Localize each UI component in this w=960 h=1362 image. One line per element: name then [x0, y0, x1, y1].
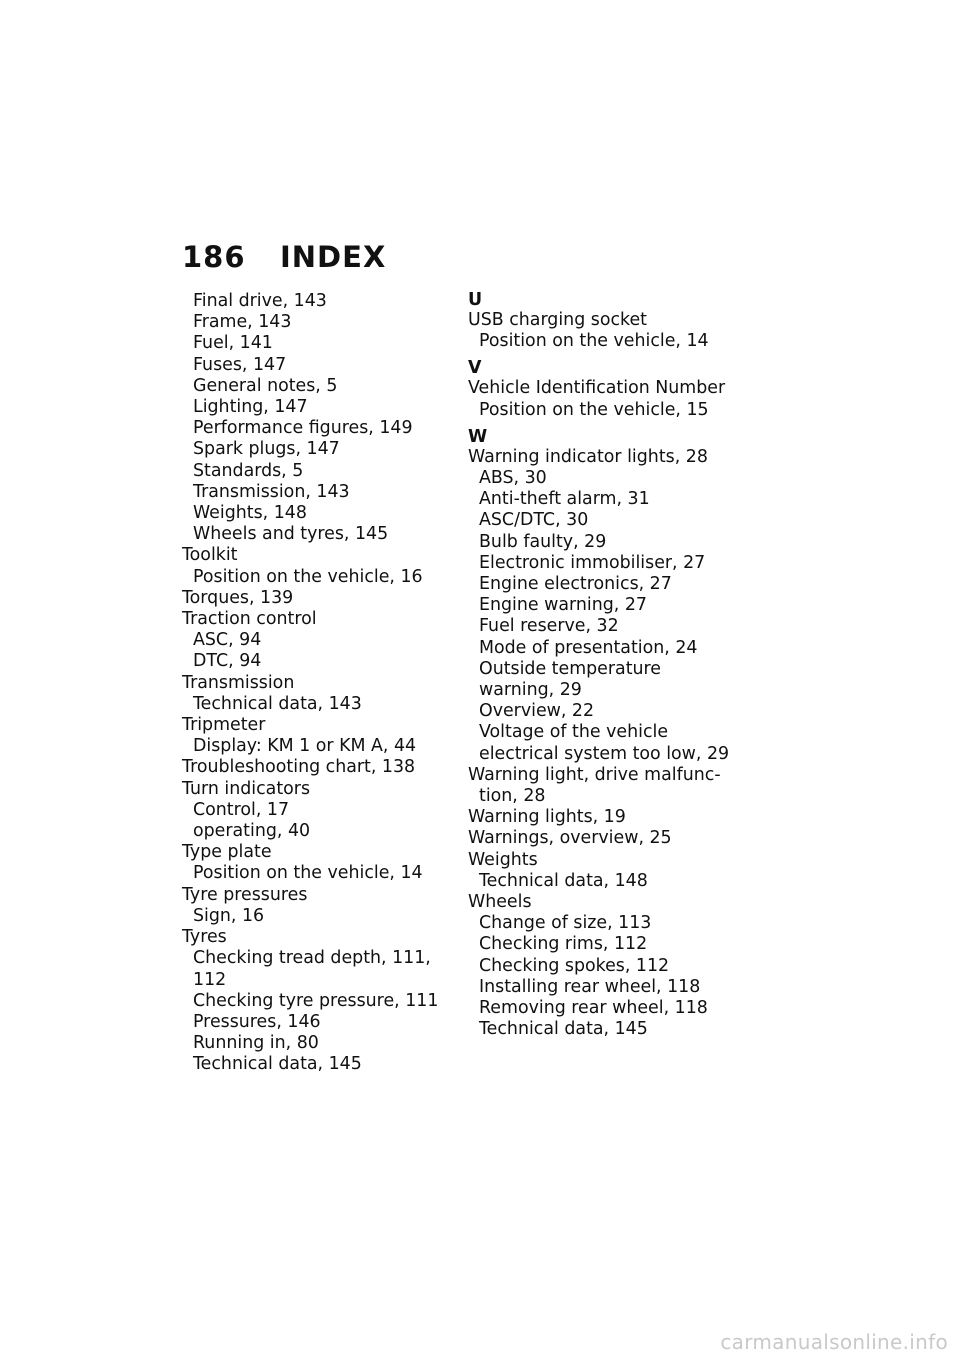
- index-subentry: Fuel reserve, 32: [479, 616, 619, 637]
- index-subentry: 112: [193, 969, 227, 990]
- index-subentry: Fuel, 141: [193, 333, 273, 354]
- index-entry: Vehicle Identification Number: [468, 378, 726, 399]
- index-entry: Warning light, drive malfunc-: [468, 764, 721, 785]
- index-subentry: Anti-theft alarm, 31: [479, 489, 650, 510]
- index-subentry: Overview, 22: [479, 701, 595, 722]
- index-letter-heading: W: [468, 426, 488, 447]
- index-entry: Tyre pressures: [182, 884, 308, 905]
- index-subentry: Technical data, 148: [479, 870, 648, 891]
- index-entry: Toolkit: [182, 545, 238, 566]
- index-entry: Type plate: [182, 842, 272, 863]
- index-subentry: Position on the vehicle, 14: [193, 863, 423, 884]
- index-subentry: Mode of presentation, 24: [479, 637, 698, 658]
- index-entry: Troubleshooting chart, 138: [182, 757, 416, 778]
- index-column-left: [182, 291, 452, 1076]
- index-subentry: Weights, 148: [193, 503, 307, 524]
- index-entry: Turn indicators: [182, 778, 311, 799]
- index-subentry: Frame, 143: [193, 312, 292, 333]
- index-subentry: Performance figures, 149: [193, 418, 413, 439]
- index-subentry: Standards, 5: [193, 460, 304, 481]
- index-subentry: Control, 17: [193, 799, 290, 820]
- index-subentry: Checking tyre pressure, 111: [193, 990, 439, 1011]
- index-entry: Wheels: [468, 892, 532, 913]
- index-subentry: Checking rims, 112: [479, 934, 648, 955]
- index-subentry: Pressures, 146: [193, 1011, 321, 1032]
- index-entry: Tyres: [182, 927, 227, 948]
- index-letter-heading: V: [468, 358, 482, 379]
- index-subentry: Checking tread depth, 111,: [193, 948, 431, 969]
- index-subentry: Display: KM 1 or KM A, 44: [193, 736, 417, 757]
- index-subentry: electrical system too low, 29: [479, 743, 730, 764]
- index-subentry: Transmission, 143: [193, 481, 350, 502]
- index-entry: Tripmeter: [182, 715, 266, 736]
- index-subentry: tion, 28: [479, 786, 546, 807]
- index-subentry: operating, 40: [193, 821, 311, 842]
- index-entry: Torques, 139: [182, 587, 294, 608]
- index-subentry: DTC, 94: [193, 651, 262, 672]
- index-entry: Warnings, overview, 25: [468, 828, 672, 849]
- index-subentry: Checking spokes, 112: [479, 955, 670, 976]
- index-entry: Weights: [468, 849, 538, 870]
- index-subentry: Fuses, 147: [193, 354, 287, 375]
- index-subentry: Outside temperature: [479, 658, 661, 679]
- index-subentry: Engine warning, 27: [479, 595, 647, 616]
- index-subentry: Lighting, 147: [193, 397, 308, 418]
- index-entry: Warning indicator lights, 28: [468, 446, 708, 467]
- index-subentry: ABS, 30: [479, 468, 547, 489]
- index-entry: Transmission: [182, 672, 295, 693]
- index-entry: USB charging socket: [468, 310, 648, 330]
- index-column-right: [468, 290, 748, 1041]
- index-subentry: Sign, 16: [193, 905, 265, 926]
- index-subentry: Technical data, 145: [479, 1019, 648, 1040]
- index-subentry: Final drive, 143: [193, 291, 327, 311]
- index-subentry: Electronic immobiliser, 27: [479, 552, 706, 573]
- index-subentry: Bulb faulty, 29: [479, 531, 607, 552]
- index-subentry: General notes, 5: [193, 375, 338, 396]
- index-subentry: Technical data, 143: [193, 693, 362, 714]
- page-header: [182, 240, 386, 274]
- index-letter-heading: U: [468, 290, 483, 310]
- page-title: INDEX: [280, 240, 387, 274]
- index-subentry: Running in, 80: [193, 1033, 319, 1054]
- index-subentry: Engine electronics, 27: [479, 574, 672, 595]
- index-subentry: Technical data, 145: [193, 1054, 362, 1075]
- index-subentry: Installing rear wheel, 118: [479, 976, 701, 997]
- index-subentry: Position on the vehicle, 15: [479, 399, 709, 420]
- index-subentry: ASC, 94: [193, 630, 262, 651]
- index-subentry: Removing rear wheel, 118: [479, 998, 708, 1019]
- index-subentry: Change of size, 113: [479, 913, 652, 934]
- index-subentry: warning, 29: [479, 680, 582, 701]
- page-number: 186: [182, 240, 246, 274]
- index-subentry: Voltage of the vehicle: [479, 722, 669, 743]
- index-subentry: Position on the vehicle, 16: [193, 566, 423, 587]
- index-entry: Warning lights, 19: [468, 807, 626, 828]
- index-subentry: ASC/DTC, 30: [479, 510, 589, 531]
- index-subentry: Wheels and tyres, 145: [193, 524, 389, 545]
- index-entry: Traction control: [182, 609, 317, 630]
- index-subentry: Position on the vehicle, 14: [479, 331, 709, 352]
- watermark: carmanualsonline.info: [720, 1330, 948, 1354]
- index-subentry: Spark plugs, 147: [193, 439, 340, 460]
